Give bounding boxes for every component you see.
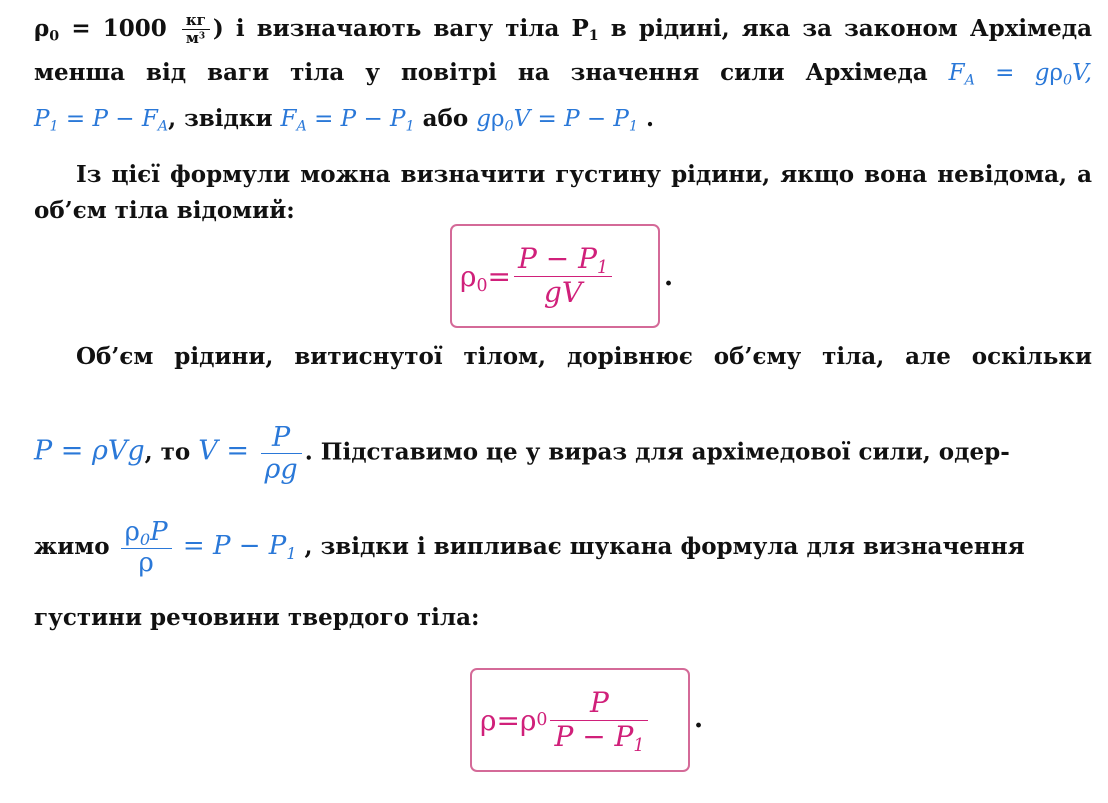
archimedes-difference-formula: $F_A = P - P_1$ — [280, 106, 415, 135]
formula2-period: . — [694, 704, 704, 734]
unit-fraction: $\frac{кг}{м^3}$ — [182, 12, 210, 48]
archimedes-force-formula: $F_A = g\rho_0V$, — [948, 60, 1092, 89]
volume-fraction: $\frac{P}{\rho g}$ — [261, 422, 302, 485]
liquid-density-formula-box: $\rho_0$ = $\frac{P - P_1}{gV}$ — [450, 224, 660, 328]
liquid-density-fraction: $\frac{P - P_1}{gV}$ — [514, 243, 612, 308]
text-line-1: $\rho_0 = 1000$ $\frac{кг}{м^3}$ ) і визначають вагу тіла $P_1$ в рідині, яка за законом Архімеда — [34, 11, 1092, 48]
formula1-period: . — [664, 262, 674, 292]
rho-zero: $\rho_0$ — [34, 14, 60, 45]
substitution-fraction: $\frac{\rho_0P}{\rho}$ — [121, 518, 172, 579]
text-line-9: густини речовини твердого тіла: — [34, 604, 480, 631]
density-volume-formula: $g\rho_0V = P - P_1$ — [476, 106, 638, 135]
weight-in-liquid-formula: $P_1 = P - F_A$ — [34, 106, 169, 135]
text-line-6: Об’єм рідини, витиснутої тілом, дорівнює об’єму тіла, але оскільки — [76, 343, 1092, 370]
text-line-8: жимо $\frac{\rho_0P}{\rho}$ = $P - P_1$ , звідки і випливає шукана формула для визначення — [34, 516, 1025, 578]
text-line-7: P = ρVg, то V = $\frac{P}{\rho g}$ . Підставимо це у вираз для архімедової сили, одер- — [34, 422, 1010, 486]
rho-lhs: ρ — [480, 703, 497, 737]
text-line-2: менша від ваги тіла у повітрі на значення сили Архімеда $F_A = g\rho_0V$, — [34, 59, 1092, 89]
rho-zero-lhs: $\rho_0$ — [460, 259, 488, 296]
weight-formula: P = ρVg — [34, 435, 145, 467]
text-line-3: $P_1 = P - F_A$, звідки $F_A = P - P_1$ або $g\rho_0V = P - P_1$ . — [34, 105, 655, 135]
text-line-5: об’єм тіла відомий: — [34, 197, 295, 224]
solid-density-formula-box: ρ = ρ 0 $\frac{P}{P - P_1}$ — [470, 668, 690, 772]
text-line-4: Із цієї формули можна визначити густину рідини, якщо вона невідома, а — [76, 161, 1092, 188]
solid-density-fraction: $\frac{P}{P - P_1}$ — [550, 687, 648, 752]
